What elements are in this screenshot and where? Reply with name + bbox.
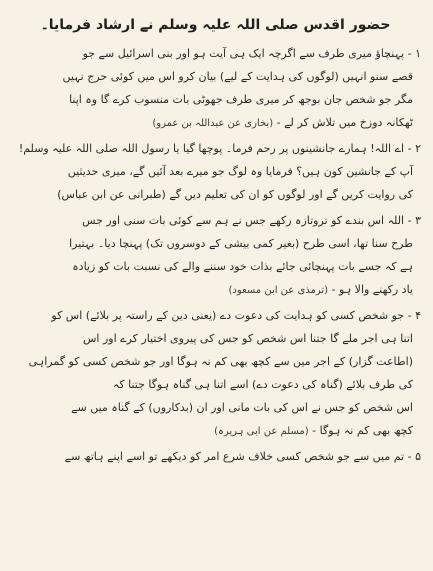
text-line-content: ٹھکانہ دوزخ میں تلاش کر لے - <box>276 116 413 129</box>
hadith-item-3 <box>10 209 421 301</box>
text-line: مگر جو شخص جان بوجھ کر میری طرف جھوٹی بات منسوب کرے گا وہ اپنا <box>69 93 413 106</box>
hadith-item-5 <box>10 445 421 468</box>
text-line <box>10 278 421 301</box>
text-line: قصے سنو انہیں (لوگوں کی ہدایت کے لیے) بیان کرو اس میں کوئی حرج نہیں <box>62 70 413 83</box>
source-reference: (بخاری عن عبداللہ بن عمرو) <box>152 118 274 129</box>
page-title: حضور اقدس صلی اللہ علیہ وسلم نے ارشاد فرمایا۔ <box>40 17 391 33</box>
text-line-content: کچھ بھی کم نہ ہوگا - <box>312 424 413 437</box>
text-line: ۳ - اللہ اس بندے کو تروتازہ رکھے جس نے ہم سے کوئی بات سنی اور جس <box>82 214 421 227</box>
text-line: ۵ - تم میں سے جو شخص کسی خلاف شرع امر کو دیکھے تو اسے اپنے ہاتھ سے <box>64 450 421 463</box>
text-line: ۴ - جو شخص کسی کو ہدایت کی دعوت دے (یعنی دین کے راستہ پر بلائے) اس کو <box>51 309 421 322</box>
text-line: ہے کہ جسے بات پہنچائی جائے بذات خود سننے والے کی نسبت بات کو زیادہ <box>72 260 413 273</box>
text-line: طرح سنا تھا، اسی طرح (بغیر کمی بیشی کے دوسروں تک) پہنچا دیا۔ بہتیرا <box>69 237 413 250</box>
text-line: اتنا ہی اجر ملے گا جتنا اس شخص کو جس کی پیروی اختیار کرے اور اس <box>82 332 413 345</box>
text-line: آپ کے جانشین کون ہیں؟ فرمایا وہ لوگ جو میرے بعد آئیں گے، میری حدیثیں <box>67 165 413 178</box>
source-reference: (مسلم عن ابی ہریرہ) <box>214 426 309 437</box>
text-line-content: یاد رکھنے والا ہو - <box>331 283 413 296</box>
text-line: اس شخص کو جس نے اس کی بات مانی اور ان (بدکاروں) کے گناہ میں سے <box>71 401 413 414</box>
text-line: ۲ - اے اللہ! ہمارے جانشینوں پر رحم فرما۔ پوچھا گیا یا رسول اللہ صلی اللہ علیہ وسلم! <box>18 142 421 155</box>
hadith-item-4 <box>10 304 421 442</box>
text-line: کی طرف بلائے (گناہ کی دعوت دے) اسے اتنا ہی گناہ ہوگا جتنا کہ <box>112 378 413 391</box>
hadith-item-1 <box>10 42 421 134</box>
hadith-item-2 <box>10 137 421 206</box>
text-line: (اطاعت گزار) کے اجر میں سے کچھ بھی کم نہ ہوگا اور جو شخص کسی کو گمراہی <box>28 355 413 368</box>
text-line: ۱ - پہنچاؤ میری طرف سے اگرچہ ایک ہی آیت ہو اور بنی اسرائیل سے جو <box>82 47 421 60</box>
text-line: کی روایت کریں گے اور لوگوں کو ان کی تعلیم دیں گے (طبرانی عن ابن عباس) <box>57 188 413 201</box>
text-line <box>10 111 421 134</box>
source-reference: (ترمذی عن ابن مسعود) <box>228 285 329 296</box>
text-line <box>10 419 421 442</box>
